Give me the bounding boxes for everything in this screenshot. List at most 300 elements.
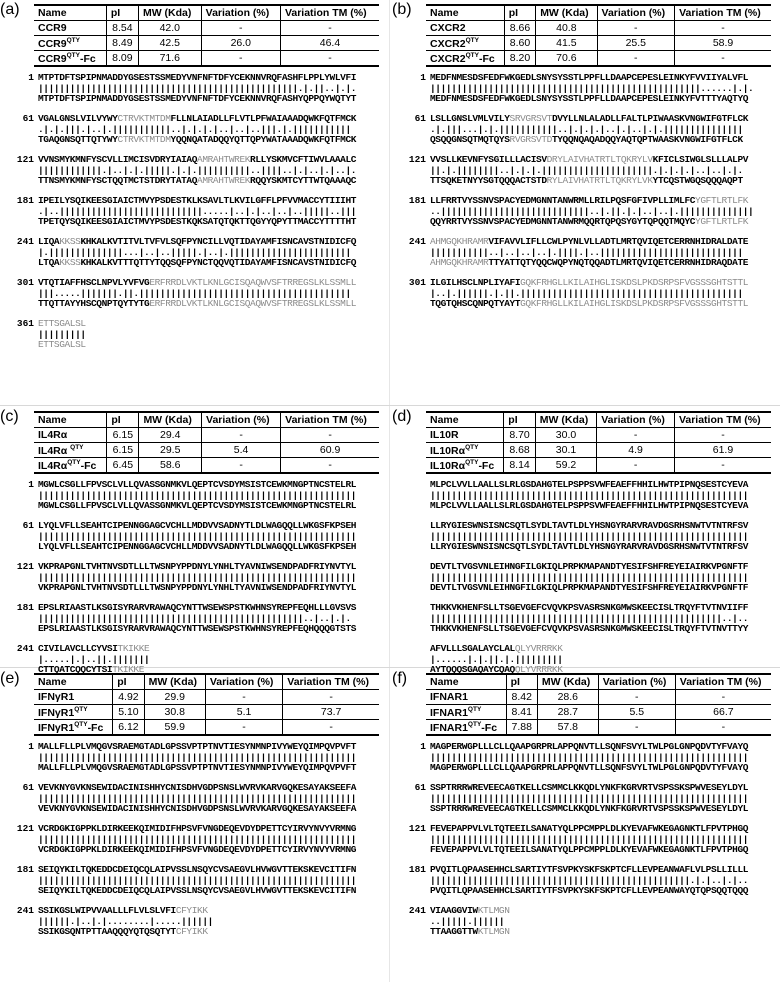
protein-name-text: IFNγR1 xyxy=(38,721,75,734)
mw-value: 71.6 xyxy=(138,51,201,67)
qty-sequence: TPETQYSQIKEESGIAICTMVYPSDESTKQKSATQTQKTTQGYYQPYTTMACCYTTTTHT xyxy=(38,216,357,227)
properties-table xyxy=(426,411,771,474)
table-row xyxy=(34,51,379,67)
variation-tm-value: - xyxy=(675,21,771,36)
qty-sequence: TTSQKETNYYSGTQQQACTSTDRYLAIVHATRTLTQKRYLVKYTCQSTWGQSQQQAQPT xyxy=(430,175,743,186)
residue-number: 181 xyxy=(408,195,426,206)
pi-value: 6.15 xyxy=(107,428,139,443)
residue-number xyxy=(396,562,430,594)
residue-number xyxy=(396,603,430,635)
alignment-lines xyxy=(430,562,748,594)
match-line: |||||||||||||||||||||||||||||||||||||||||||||||||||||||||||| xyxy=(430,571,749,583)
qty-sequence: EPSLRIAASTLKSGISYRARVRAWAQCYNTTWSEWSPSTKWHNSYREPFEQHQQQGTSTS xyxy=(38,623,357,634)
native-sequence: SSIKGSLWIPVVAALLLFLVLSLVFICFYIKK xyxy=(38,905,208,916)
variation-value: 25.5 xyxy=(597,36,675,51)
qty-sequence: ETTSGALSL xyxy=(38,339,86,350)
native-sequence: VVNSMYKMNFYSCVLLIMCISVDRYIAIAQAMRAHTWREKRLLYSKMVCFTIWVLAAALC xyxy=(38,154,357,165)
properties-table xyxy=(34,4,379,67)
fc-suffix: -Fc xyxy=(481,721,498,734)
column-header: Variation TM (%) xyxy=(280,5,379,21)
match-line: ||||||||||||||||||||||||||||||||||||||||||||||||||..|..|.|. xyxy=(38,612,351,624)
qty-superscript: QTY xyxy=(74,705,88,713)
match-line: .|.|.|||.|..|.|||||||||||..|.|.|.|..|..|..|||.|.||||||||||| xyxy=(38,123,351,135)
variation-tm-value: - xyxy=(674,428,771,443)
mw-value: 40.8 xyxy=(536,21,597,36)
residue-number: 61 xyxy=(414,782,426,793)
qty-sequence: LLRYGIESWNSISNCSQTLSYDLTAVTLDLYHSNGYRARVRAVDGSRHSNWTVTNTRFSV xyxy=(430,541,749,552)
mw-value: 28.6 xyxy=(537,690,598,705)
variation-tm-value: - xyxy=(675,51,771,67)
native-sequence: VIAAGGVIWKTLMGN xyxy=(430,905,510,916)
qty-sequence: LYQLVFLLSEAHTCIPENNGGAGCVCHLLMDDVVSADNYTLDLWAGQQLLWKGSFKPSEH xyxy=(38,541,357,552)
alignment-block xyxy=(396,196,774,228)
alignment-lines xyxy=(38,783,356,815)
match-line: |||||||||||..|..|..|..|.||||.|..||||||||||||||||||||||||||| xyxy=(430,246,743,258)
sequence-alignment xyxy=(396,73,774,319)
alignment-lines xyxy=(38,319,86,351)
column-header: Variation (%) xyxy=(598,674,675,690)
variation-tm-value: 46.4 xyxy=(280,36,379,51)
protein-name xyxy=(426,36,504,51)
alignment-lines xyxy=(430,824,748,856)
properties-table xyxy=(34,411,379,474)
qty-sequence: TQGTQHSCQNPQTYAYTGQKFRHGLLKILAIHGLISKDSLPKDSRPSFVGSSSGHTSTTL xyxy=(430,298,749,309)
residue-number: 1 xyxy=(28,741,34,752)
panel-label: (e) xyxy=(0,670,20,687)
protein-name xyxy=(426,428,504,443)
residue-number: 121 xyxy=(408,154,426,165)
pi-value: 8.14 xyxy=(504,458,536,474)
qty-sequence: AHMGQKHRAMRTTYATTQTYQQCWQPYNQTQQADTLMRTQVIQETCERRNHIDRAQDATE xyxy=(430,257,749,268)
protein-name-text: CCR9 xyxy=(38,37,67,50)
variation-value: 5.1 xyxy=(205,705,282,720)
native-sequence: MALLFLLPLVMQGVSRAEMGTADLGPSSVPTPTNVTIESYNMNPIVYWEYQIMPQVPVFT xyxy=(38,741,357,752)
sequence-alignment xyxy=(4,480,382,685)
match-line: |||||||||||||||||||||||||||||||||||||||||||||||||||......|.|. xyxy=(430,82,754,94)
alignment-block xyxy=(4,480,382,512)
match-line: |..|.||||||.|.||.|||||||||||||||||||||||||||||||||||||||||| xyxy=(430,287,743,299)
alignment-block xyxy=(396,155,774,187)
pi-value: 8.42 xyxy=(506,690,537,705)
qty-sequence: TTNSMYKMNFYSCTQQTMCTSTDRYTATAQAMRAHTWREKRQQYSKMTCYTTWTQAAAQC xyxy=(38,175,357,186)
column-header: Variation TM (%) xyxy=(675,5,771,21)
residue-number: 241 xyxy=(408,905,426,916)
column-header: Name xyxy=(34,674,113,690)
alignment-lines xyxy=(38,865,356,897)
pi-value: 8.41 xyxy=(506,705,537,720)
properties-table xyxy=(426,673,771,736)
match-line: ||||||||||||.|..|.|.|||||.|.|.||||||||||..||||..|.|..|.|..|. xyxy=(38,164,357,176)
qty-sequence: MTPTDFTSPIPNMADDYGSESTSSMEDYVNFNFTDFYCEKNNVRQFASHYQPPQYWQTYT xyxy=(38,93,357,104)
protein-name-text: CCR9 xyxy=(38,22,67,34)
alignment-block xyxy=(396,237,774,269)
mw-value: 29.9 xyxy=(144,690,205,705)
qty-sequence: TTQTTAYYHSCQNPTQYTYTGERFRRDLVKTLKNLGCISQAQWVSFTRREGSLKLSSMLL xyxy=(38,298,357,309)
qty-sequence: MGWLCSGLLFPVSCLVLLQVASSGNMKVLQEPTCVSDYMSISTCEWKMNGPTNCSTELRL xyxy=(38,500,357,511)
residue-number: 361 xyxy=(16,318,34,329)
alignment-lines xyxy=(430,742,748,774)
qty-sequence: LTQAKKSSKHKALKVTTTQTTYTQQSQFPYNCTQQVQTIDAYAMFISNCAVSTNIDICFQ xyxy=(38,257,357,268)
protein-name-text: CXCR2 xyxy=(430,52,466,65)
residue-number: 1 xyxy=(420,72,426,83)
qty-sequence: SSIKGSQNTPTTAAQQQYQTQSQTYTCFYIKK xyxy=(38,926,208,937)
qty-superscript: QTY xyxy=(66,36,80,44)
protein-name-text: IFNγR1 xyxy=(38,691,75,703)
alignment-block xyxy=(396,73,774,105)
qty-superscript: QTY xyxy=(70,443,84,451)
residue-number: 181 xyxy=(16,195,34,206)
table-row xyxy=(34,21,379,36)
native-sequence: VCRDGKIGPPKLDIRKEEKQIMIDIFHPSVFVNGDEQEVDYDPETTCYIRVYNVYVRMNG xyxy=(38,823,357,834)
native-sequence: VVSLLKEVNFYSGILLLACISVDRYLAIVHATRTLTQKRYLVKFICLSIWGLSLLLALPV xyxy=(430,154,749,165)
variation-tm-value: 73.7 xyxy=(283,705,379,720)
qty-superscript: QTY xyxy=(465,458,479,466)
table-row xyxy=(34,443,379,458)
variation-tm-value: - xyxy=(675,720,771,736)
match-line: .|.|||...|.|.|||||||||||..|.|.|.|..|.|..|.|.||||||||||||||| xyxy=(430,123,743,135)
qty-sequence: QQYRRTVYSSNVSPACYEDMGNNTANWRMQQRTQPQSYGYTQPQQTMQYCYGFTLRTLFK xyxy=(430,216,749,227)
alignment-lines xyxy=(38,237,356,269)
match-line: ||.|.||||||||..|.|.|.|||||||||||||||||||||.|.|.|.|..|..|.|. xyxy=(430,164,743,176)
protein-name-text: IL4Rα xyxy=(38,429,68,441)
protein-name xyxy=(34,36,106,51)
alignment-lines xyxy=(38,155,356,187)
mw-value: 58.6 xyxy=(139,458,202,474)
alignment-block xyxy=(396,865,774,897)
row-divider-1 xyxy=(0,405,780,406)
alignment-lines xyxy=(38,278,356,310)
protein-name xyxy=(426,458,504,474)
sequence-alignment xyxy=(396,480,774,685)
alignment-block xyxy=(396,644,774,676)
variation-value: - xyxy=(205,690,282,705)
alignment-block xyxy=(396,480,774,512)
pi-value: 8.70 xyxy=(504,428,536,443)
protein-name xyxy=(426,720,506,736)
table-row xyxy=(426,443,771,458)
protein-name-text: IFNAR1 xyxy=(430,721,468,734)
table-row xyxy=(34,428,379,443)
protein-name xyxy=(426,21,504,36)
column-header: pI xyxy=(504,5,535,21)
variation-value: - xyxy=(202,458,281,474)
alignment-block xyxy=(396,783,774,815)
table-row xyxy=(426,720,771,736)
protein-name-text: IL4Rα xyxy=(38,444,71,457)
mw-value: 30.1 xyxy=(535,443,596,458)
protein-name xyxy=(34,21,106,36)
column-header: MW (Kda) xyxy=(138,5,201,21)
variation-value: 5.4 xyxy=(202,443,281,458)
qty-sequence: MEDFNMESDSFEDFWKGEDLSNYSYSSTLPPFLLDAAPCEPESLEINKYFVTTTYAQTYQ xyxy=(430,93,749,104)
variation-value: - xyxy=(598,720,675,736)
alignment-lines xyxy=(430,906,510,938)
alignment-lines xyxy=(430,783,748,815)
protein-name xyxy=(426,51,504,67)
variation-value: - xyxy=(597,21,675,36)
alignment-lines xyxy=(38,824,356,856)
protein-name-text: IL10R xyxy=(430,429,459,441)
qty-sequence: SEIQYKILTQKEDDCDEIQCQLAIPVSSLNSQYCVSAEGVLHVWGVTTEKSKEVCITIFN xyxy=(38,885,357,896)
column-header: Variation TM (%) xyxy=(675,674,771,690)
pi-value: 8.09 xyxy=(106,51,138,67)
variation-value: - xyxy=(598,690,675,705)
native-sequence: VEVKNYGVKNSEWIDACINISHHYCNISDHVGDPSNSLWVRVKARVGQKESAYAKSEEFA xyxy=(38,782,357,793)
native-sequence: LLFRRTVYSSNVSPACYEDMGNNTANWRMLLRILPQSFGFIVPLLIMLFCYGFTLRTLFK xyxy=(430,195,749,206)
column-header: Variation TM (%) xyxy=(281,412,379,428)
protein-name xyxy=(34,720,113,736)
alignment-block xyxy=(4,155,382,187)
match-line: |||||||||||||||||||||||||||||||||||||||||||||||||||||||||||| xyxy=(430,530,749,542)
match-line: |......|.|.||.|.||||||||| xyxy=(430,653,563,665)
protein-name-text: IFNAR1 xyxy=(430,706,468,719)
qty-sequence: FEVEPAPPVLVLTQTEEILSANATYQLPPCMPPLDLKYEVAFWKEGAGNKTLFPVTPHGQ xyxy=(430,844,749,855)
variation-value: 26.0 xyxy=(201,36,280,51)
qty-superscript: QTY xyxy=(465,51,479,59)
protein-name xyxy=(34,690,113,705)
alignment-lines xyxy=(430,237,748,269)
mw-value: 59.2 xyxy=(535,458,596,474)
match-line: |.||||||||||||||...|..|..|||||.|..|.||||||||||||||||||||||| xyxy=(38,246,351,258)
column-header: pI xyxy=(106,5,138,21)
protein-name-text: CCR9 xyxy=(38,52,67,65)
residue-number: 241 xyxy=(16,905,34,916)
alignment-block xyxy=(4,603,382,635)
mw-value: 42.0 xyxy=(138,21,201,36)
mw-value: 57.8 xyxy=(537,720,598,736)
pi-value: 6.15 xyxy=(107,443,139,458)
table-row xyxy=(34,705,379,720)
variation-value: - xyxy=(597,458,675,474)
alignment-block xyxy=(4,906,382,938)
panel-label: (c) xyxy=(0,408,19,425)
alignment-block xyxy=(4,644,382,676)
protein-name xyxy=(34,51,106,67)
table-row xyxy=(34,690,379,705)
variation-tm-value: - xyxy=(675,690,771,705)
pi-value: 6.12 xyxy=(113,720,144,736)
pi-value: 5.10 xyxy=(113,705,144,720)
qty-superscript: QTY xyxy=(67,458,81,466)
alignment-lines xyxy=(430,73,753,105)
match-line: |||||||||||||||||||||||||||||||||||||||||||||||||||||||||||| xyxy=(38,489,357,501)
qty-sequence: PVQITLQPAASEHHCLSARTIYTFSVPKYSKFSKPTCFLLEVPEANWAYQTQPSQQTQQQ xyxy=(430,885,749,896)
alignment-block xyxy=(396,278,774,310)
alignment-lines xyxy=(38,562,356,594)
pi-value: 8.66 xyxy=(504,21,535,36)
match-line: ||||||||| xyxy=(38,328,86,340)
column-header: pI xyxy=(506,674,537,690)
alignment-lines xyxy=(430,644,563,676)
alignment-lines xyxy=(38,603,356,635)
alignment-block xyxy=(4,824,382,856)
alignment-block xyxy=(4,237,382,269)
residue-number: 61 xyxy=(22,782,34,793)
alignment-lines xyxy=(38,196,356,228)
pi-value: 6.45 xyxy=(107,458,139,474)
alignment-block xyxy=(4,319,382,351)
residue-number: 1 xyxy=(28,479,34,490)
residue-number xyxy=(396,480,430,512)
alignment-lines xyxy=(38,644,149,676)
variation-tm-value: - xyxy=(281,428,379,443)
alignment-lines xyxy=(38,742,356,774)
alignment-block xyxy=(4,196,382,228)
variation-tm-value: 58.9 xyxy=(675,36,771,51)
match-line: |||||||||||||||||||||||||||||||||||||||||||||||||||||||||||| xyxy=(38,571,357,583)
variation-tm-value: - xyxy=(674,458,771,474)
residue-number: 121 xyxy=(16,561,34,572)
native-sequence: IPEILYSQIKEESGIAICTMVYPSDESTKLKSAVLTLKVILGFFLPFVVMACCYTIIIHT xyxy=(38,195,357,206)
table-row xyxy=(426,458,771,474)
alignment-lines xyxy=(38,906,213,938)
variation-tm-value: - xyxy=(283,720,379,736)
qty-sequence: QSQQGNSQTMQTQYSRVGRSVTDTYQQNQAQADQQYAQTQPTWAASKVNGWIFGTFLCK xyxy=(430,134,749,145)
alignment-block xyxy=(4,562,382,594)
residue-number: 241 xyxy=(16,643,34,654)
table-row xyxy=(34,36,379,51)
match-line: |||||||||||||||||||||||||||||||||||||||||||||||||.|.||..|.|. xyxy=(38,82,357,94)
match-line: |||||||||||||||||||||||||||||||||||||||||||||||||.|.|..|.|.. xyxy=(430,874,749,886)
table-row xyxy=(426,36,771,51)
column-header: Name xyxy=(426,674,506,690)
qty-sequence: SSPTRRRWREVEECAGTKELLCSMMCLKKQDLYNKFKGRVRTVSPSSKSPWVESEYLDYL xyxy=(430,803,749,814)
protein-name-text: IL4Rα xyxy=(38,459,68,472)
alignment-lines xyxy=(38,480,356,512)
qty-superscript: QTY xyxy=(66,51,80,59)
table-row xyxy=(34,720,379,736)
column-header: Variation (%) xyxy=(201,5,280,21)
column-header: Name xyxy=(426,5,504,21)
mw-value: 28.7 xyxy=(537,705,598,720)
variation-value: - xyxy=(597,428,675,443)
match-line: |||||||||||||||||||||||||||||||||||||||||||||||||||||||||||| xyxy=(430,489,749,501)
residue-number: 61 xyxy=(22,520,34,531)
protein-name-text: IL10Rα xyxy=(430,444,466,457)
native-sequence: MLPCLVVLLAALLSLRLGSDAHGTELPSPPSVWFEAEFFHHILHWTPIPNQSESTCYEVA xyxy=(430,479,749,490)
native-sequence: LYQLVFLLSEAHTCIPENNGGAGCVCHLLMDDVVSADNYTLDLWAGQQLLWKGSFKPSEH xyxy=(38,520,357,531)
column-header: Variation TM (%) xyxy=(283,674,379,690)
alignment-block xyxy=(4,865,382,897)
column-header: Variation (%) xyxy=(597,412,675,428)
residue-number: 61 xyxy=(22,113,34,124)
column-header: Variation (%) xyxy=(202,412,281,428)
match-line: ..|||||.|||||| xyxy=(430,915,505,927)
variation-value: - xyxy=(205,720,282,736)
mw-value: 30.0 xyxy=(535,428,596,443)
alignment-lines xyxy=(38,521,356,553)
mw-value: 59.9 xyxy=(144,720,205,736)
mw-value: 29.5 xyxy=(139,443,202,458)
protein-name xyxy=(34,458,107,474)
residue-number: 1 xyxy=(420,741,426,752)
protein-name-text: CXCR2 xyxy=(430,22,466,34)
native-sequence: CIVILAVCLLCYVSITKIKKE xyxy=(38,643,150,654)
native-sequence: DEVTLTVGSVNLEIHNGFILGKIQLPRPKMAPANDTYESIFSHFREYEIAIRKVPGNFTF xyxy=(430,561,749,572)
column-header: pI xyxy=(113,674,144,690)
native-sequence: VKPRAPGNLTVHTNVSDTLLLTWSNPYPPDNYLYNHLTYAVNIWSENDPADFRIYNVTYL xyxy=(38,561,357,572)
match-line: |||||||||||||||||||||||||||||||||||||||||||||||||||||||||||| xyxy=(430,833,749,845)
residue-number: 181 xyxy=(16,864,34,875)
panel-label: (d) xyxy=(392,408,412,425)
qty-sequence: MAGPERWGPLLLCLLQAAPGRPRLAPPQNVTLLSQNFSVYLTWLPGLGNPQDVTYFVAYQ xyxy=(430,762,749,773)
native-sequence: AHMGQKHRAMRVIFAVVLIFLLCWLPYNLVLLADTLMRTQVIQETCERRNHIDRALDATE xyxy=(430,236,749,247)
sequence-alignment xyxy=(4,73,382,360)
residue-number: 241 xyxy=(408,236,426,247)
alignment-block xyxy=(4,742,382,774)
pi-value: 8.68 xyxy=(504,443,536,458)
residue-number: 241 xyxy=(16,236,34,247)
native-sequence: MAGPERWGPLLLCLLQAAPGRPRLAPPQNVTLLSQNFSVYLTWLPGLGNPQDVTYFVAYQ xyxy=(430,741,749,752)
alignment-block xyxy=(4,114,382,146)
variation-tm-value: - xyxy=(280,51,379,67)
native-sequence: LIQAKKSSKHKALKVTITVLTVFVLSQFPYNCILLVQTIDAYAMFISNCAVSTNIDICFQ xyxy=(38,236,357,247)
alignment-lines xyxy=(430,865,748,897)
protein-name xyxy=(426,443,504,458)
qty-superscript: QTY xyxy=(465,36,479,44)
alignment-lines xyxy=(430,155,748,187)
variation-value: - xyxy=(597,51,675,67)
table-row xyxy=(34,458,379,474)
properties-table xyxy=(426,4,771,67)
qty-sequence: MLPCLVVLLAALLSLRLGSDAHGTELPSPPSVWFEAEFFHHILHWTPIPNQSESTCYEVA xyxy=(430,500,749,511)
fc-suffix: -Fc xyxy=(478,52,495,65)
alignment-block xyxy=(396,114,774,146)
pi-value: 4.92 xyxy=(113,690,144,705)
column-divider xyxy=(389,0,390,982)
match-line: |||||||||||||||||||||||||||||||||||||||||||||||||||||||||||| xyxy=(38,530,357,542)
panel-label: (a) xyxy=(0,1,20,18)
match-line: .|..|||||||||||||||||||||||||||.....|..|.|..|..|..|||||..||| xyxy=(38,205,357,217)
column-header: Variation (%) xyxy=(597,5,675,21)
table-row xyxy=(426,428,771,443)
table-row xyxy=(426,51,771,67)
native-sequence: LLRYGIESWNSISNCSQTLSYDLTAVTLDLYHSNGYRARVRAVDGSRHSNWTVTNTRFSV xyxy=(430,520,749,531)
column-header: MW (Kda) xyxy=(536,5,597,21)
sequence-alignment xyxy=(396,742,774,947)
protein-name-text: IFNγR1 xyxy=(38,706,75,719)
match-line: ..||||||||||||||||||||||||||||..|.||.|.|..|..|.|||||||||||||| xyxy=(430,205,754,217)
match-line: ||||||.|..|.|........|.....|||||| xyxy=(38,915,213,927)
pi-value: 8.60 xyxy=(504,36,535,51)
column-header: Variation TM (%) xyxy=(674,412,771,428)
residue-number: 301 xyxy=(16,277,34,288)
column-header: Name xyxy=(34,412,107,428)
residue-number xyxy=(396,521,430,553)
qty-sequence: VKPRAPGNLTVHTNVSDTLLLTWSNPYPPDNYLYNHLTYAVNIWSENDPADFRIYNVTYL xyxy=(38,582,357,593)
match-line: |||||||||||||||||||||||||||||||||||||||||||||||||||||||..|.. xyxy=(430,612,749,624)
match-line: |||||||||||||||||||||||||||||||||||||||||||||||||||||||||||| xyxy=(38,751,357,763)
residue-number: 181 xyxy=(16,602,34,613)
alignment-lines xyxy=(430,196,753,228)
column-header: MW (Kda) xyxy=(537,674,598,690)
alignment-lines xyxy=(430,114,748,146)
alignment-block xyxy=(396,906,774,938)
variation-tm-value: - xyxy=(283,690,379,705)
native-sequence: ILGILHSCLNPLIYAFIGQKFRHGLLKILAIHGLISKDSLPKDSRPSFVGSSSGHTSTTL xyxy=(430,277,749,288)
match-line: |||||||||||||||||||||||||||||||||||||||||||||||||||||||||||| xyxy=(38,792,357,804)
qty-sequence: MALLFLLPLVMQGVSRAEMGTADLGPSSVPTPTNVTIESYNMNPIVYWEYQIMPQVPVFT xyxy=(38,762,357,773)
alignment-lines xyxy=(430,603,748,635)
residue-number: 301 xyxy=(408,277,426,288)
qty-sequence: TGAQGNSQTTQTYWYCTRVKTMTDMYQQNQATADQQYQTTQPYWATAAADQWKFQTFMCK xyxy=(38,134,357,145)
match-line: |||||||||||||||||||||||||||||||||||||||||||||||||||||||||||| xyxy=(430,751,749,763)
protein-name xyxy=(34,428,107,443)
qty-superscript: QTY xyxy=(74,720,88,728)
column-header: Name xyxy=(34,5,106,21)
panel-label: (b) xyxy=(392,1,412,18)
native-sequence: PVQITLQPAASEHHCLSARTIYTFSVPKYSKFSKPTCFLLEVPEANWAFLVLPSLLILLL xyxy=(430,864,749,875)
